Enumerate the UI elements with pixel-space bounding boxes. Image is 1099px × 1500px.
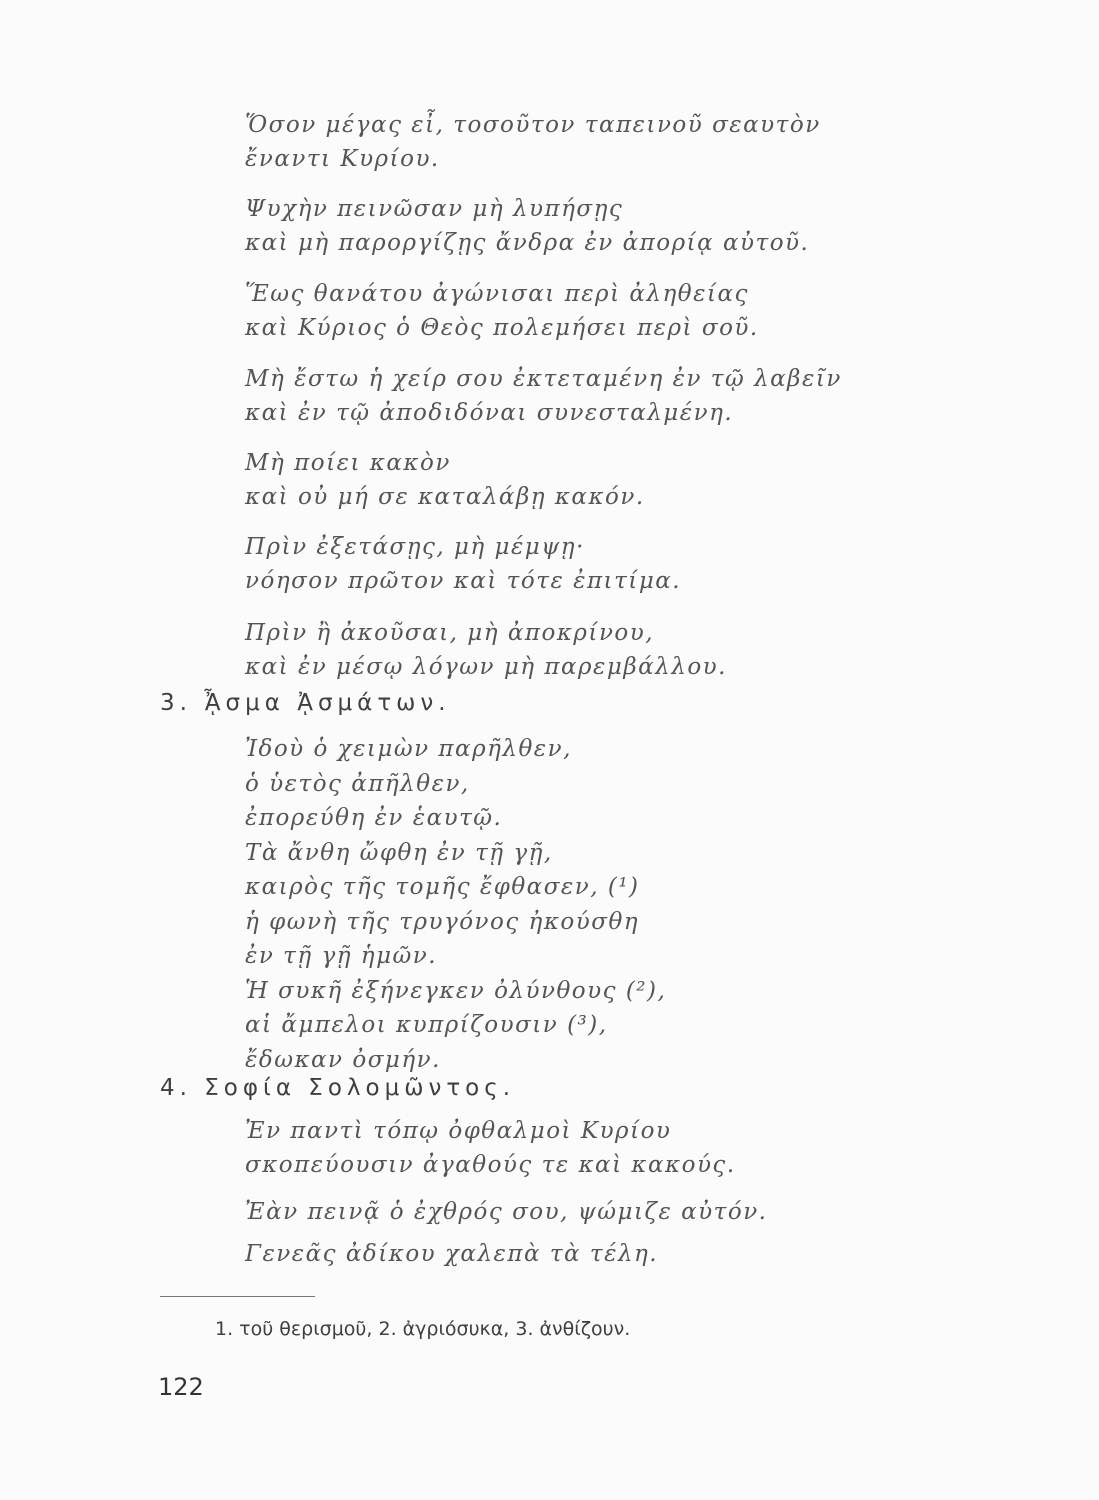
verse-line: Ψυχὴν πεινῶσαν μὴ λυπήσῃς <box>245 196 624 222</box>
verse-line: Ἐν παντὶ τόπῳ ὀφθαλμοὶ Κυρίου <box>245 1118 672 1144</box>
verse-line: Τὰ ἄνθη ὤφθη ἐν τῇ γῇ, <box>245 839 553 866</box>
verse-line: καὶ οὐ μή σε καταλάβῃ κακόν. <box>245 484 645 510</box>
verse-block-3 <box>245 277 759 345</box>
verse-line: ἡ φωνὴ τῆς τρυγόνος ἠκούσθη <box>245 908 640 935</box>
verse-block-4 <box>245 362 842 430</box>
verse-line: Ἐὰν πεινᾷ ὁ ἐχθρός σου, ψώμιζε αὐτόν. <box>245 1199 768 1225</box>
section-4-verse-block-1 <box>245 1114 736 1182</box>
verse-line: ἐπορεύθη ἐν ἑαυτῷ. <box>245 805 503 831</box>
verse-block-5 <box>245 446 645 514</box>
verse-line: καὶ μὴ παροργίζῃς ἄνδρα ἐν ἀπορίᾳ αὐτοῦ. <box>245 230 810 256</box>
verse-block-7 <box>245 616 727 684</box>
section-3-verses <box>245 732 666 1077</box>
verse-line: Ἰδοὺ ὁ χειμὼν παρῆλθεν, <box>245 736 572 762</box>
footnote: 1. τοῦ θερισμοῦ, 2. ἀγριόσυκα, 3. ἀνθίζουν. <box>215 1318 631 1340</box>
verse-line: ἔδωκαν ὀσμήν. <box>245 1046 441 1073</box>
section-4-verse-block-2 <box>245 1195 768 1229</box>
footnote-divider <box>160 1296 315 1297</box>
verse-line: Ἡ συκῆ ἐξήνεγκεν ὀλύνθους (²), <box>245 977 667 1004</box>
verse-line: Γενεᾶς ἀδίκου χαλεπὰ τὰ τέλη. <box>245 1241 659 1267</box>
verse-line: Ὅσον μέγας εἶ, τοσοῦτον ταπεινοῦ σεαυτὸν <box>245 112 821 138</box>
page-number: 122 <box>158 1373 204 1401</box>
verse-line: Μὴ ἔστω ἡ χείρ σου ἐκτεταμένη ἐν τῷ λαβεῖν <box>245 366 842 392</box>
verse-line: Πρὶν ἐξετάσῃς, μὴ μέμψῃ· <box>245 534 585 560</box>
verse-line: αἱ ἄμπελοι κυπρίζουσιν (³), <box>245 1012 608 1038</box>
verse-line: νόησον πρῶτον καὶ τότε ἐπιτίμα. <box>245 568 682 594</box>
verse-line: Μὴ ποίει κακὸν <box>245 450 451 476</box>
section-heading-3: 3. ᾎσμα ᾈσμάτων. <box>160 690 451 716</box>
verse-block-1 <box>245 108 821 176</box>
section-heading-4: 4. Σοφία Σολομῶντος. <box>160 1075 516 1101</box>
verse-line: ἔναντι Κυρίου. <box>245 146 440 172</box>
verse-line: ὁ ὑετὸς ἀπῆλθεν, <box>245 770 470 797</box>
verse-line: σκοπεύουσιν ἀγαθούς τε καὶ κακούς. <box>245 1152 736 1178</box>
verse-block-6 <box>245 530 681 598</box>
verse-block-2 <box>245 192 809 260</box>
verse-line: Πρὶν ἢ ἀκοῦσαι, μὴ ἀποκρίνου, <box>245 620 655 646</box>
verse-line: ἐν τῇ γῇ ἡμῶν. <box>245 943 438 969</box>
verse-line: Ἕως θανάτου ἀγώνισαι περὶ ἀληθείας <box>245 281 749 307</box>
verse-line: καιρὸς τῆς τομῆς ἔφθασεν, (¹) <box>245 874 640 900</box>
verse-line: καὶ ἐν μέσῳ λόγων μὴ παρεμβάλλου. <box>245 654 727 680</box>
verse-line: καὶ ἐν τῷ ἀποδιδόναι συνεσταλμένη. <box>245 400 734 426</box>
section-4-verse-block-3 <box>245 1237 658 1271</box>
verse-line: καὶ Κύριος ὁ Θεὸς πολεμήσει περὶ σοῦ. <box>245 315 759 341</box>
